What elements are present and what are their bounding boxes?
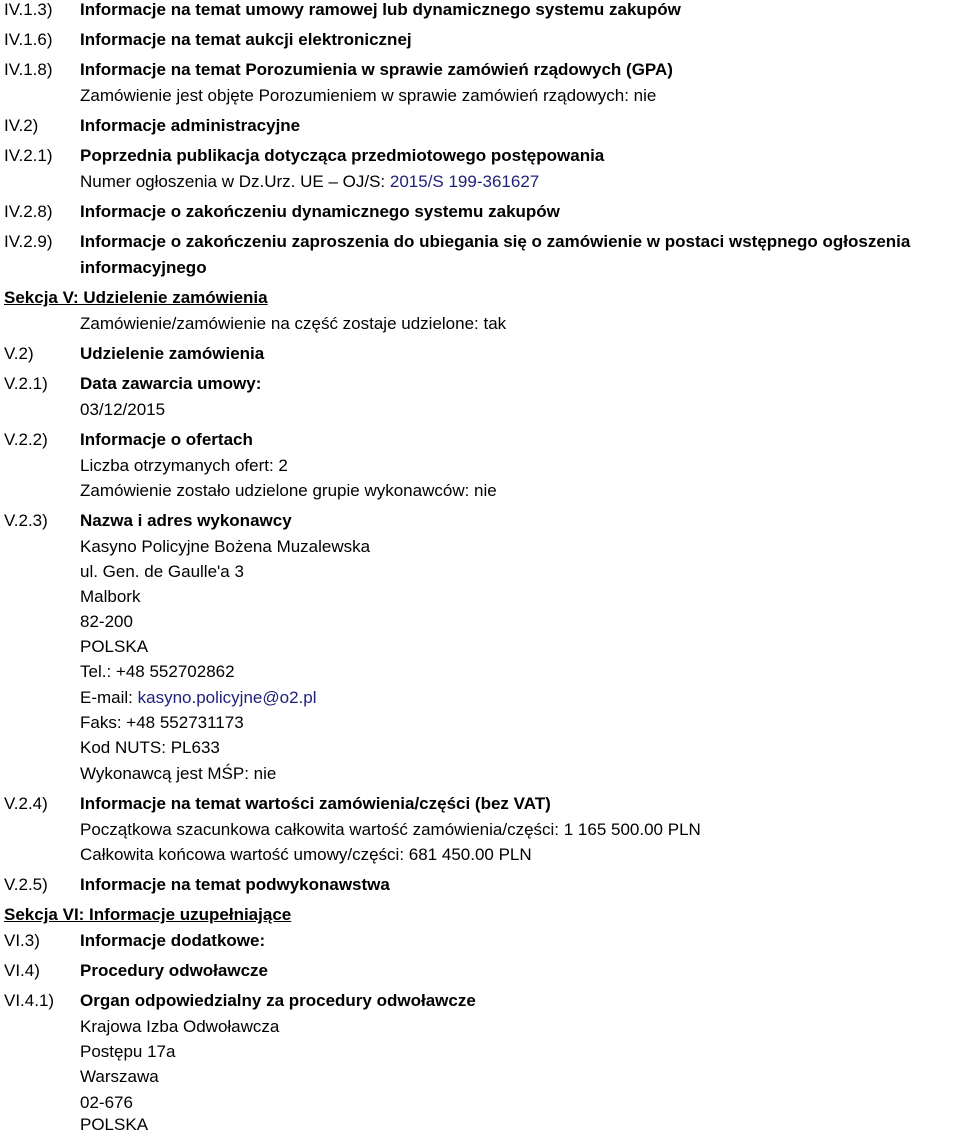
- contractor-nuts: Kod NUTS: PL633: [80, 738, 220, 757]
- contractor-email-line: [80, 688, 316, 710]
- contractor-country: POLSKA: [80, 637, 149, 656]
- item-number: V.2.2): [4, 430, 48, 449]
- contractor-name: Kasyno Policyjne Bożena Muzalewska: [80, 537, 371, 556]
- email-link[interactable]: kasyno.policyjne@o2.pl: [137, 688, 317, 707]
- item-vi-4-1: [4, 991, 960, 1013]
- item-heading: Informacje o ofertach: [80, 430, 253, 449]
- review-body-country: POLSKA: [80, 1115, 149, 1134]
- item-v-2-2: [4, 430, 960, 452]
- item-heading: Nazwa i adres wykonawcy: [80, 511, 292, 530]
- item-number: V.2.1): [4, 374, 48, 393]
- contractor-city: Malbork: [80, 587, 141, 606]
- item-number: V.2.5): [4, 875, 48, 894]
- item-v-2-4: [4, 794, 960, 816]
- item-number: IV.1.6): [4, 30, 53, 49]
- contractor-fax: Faks: +48 552731173: [80, 713, 244, 732]
- item-vi-3: [4, 931, 960, 953]
- contractor-tel: Tel.: +48 552702862: [80, 662, 235, 681]
- item-iv-2-8: [4, 202, 960, 224]
- item-heading: Poprzednia publikacja dotycząca przedmiotowego postępowania: [80, 146, 605, 165]
- item-number: IV.2.1): [4, 146, 53, 165]
- contractor-sme: Wykonawcą jest MŚP: nie: [80, 764, 277, 783]
- item-number: IV.2.9): [4, 232, 53, 251]
- item-number: V.2.4): [4, 794, 48, 813]
- award-intro: Zamówienie/zamówienie na część zostaje udzielone: tak: [80, 314, 507, 333]
- item-iv-2: [4, 116, 960, 138]
- item-iv-2-1: [4, 146, 960, 168]
- gpa-text: Zamówienie jest objęte Porozumieniem w sprawie zamówień rządowych: nie: [80, 86, 657, 105]
- item-number: IV.1.3): [4, 0, 53, 19]
- item-heading: Informacje na temat wartości zamówienia/części (bez VAT): [80, 794, 551, 813]
- item-heading: Udzielenie zamówienia: [80, 344, 265, 363]
- publication-label: Numer ogłoszenia w Dz.Urz. UE – OJ/S:: [80, 172, 390, 191]
- section-vi-title: Sekcja VI: Informacje uzupełniające: [4, 905, 292, 924]
- item-iv-1-6: [4, 30, 960, 52]
- item-number: VI.3): [4, 931, 40, 950]
- item-heading: Data zawarcia umowy:: [80, 374, 262, 393]
- item-number: VI.4.1): [4, 991, 55, 1010]
- item-heading: Informacje dodatkowe:: [80, 931, 266, 950]
- review-body-city: Warszawa: [80, 1067, 159, 1086]
- review-body-name: Krajowa Izba Odwoławcza: [80, 1017, 280, 1036]
- item-vi-4: [4, 961, 960, 983]
- item-iv-1-8: [4, 60, 960, 82]
- item-heading: Informacje administracyjne: [80, 116, 301, 135]
- section-v-title: Sekcja V: Udzielenie zamówienia: [4, 288, 268, 307]
- item-iv-1-3: [4, 0, 960, 22]
- item-number: IV.2): [4, 116, 39, 135]
- item-v-2: [4, 344, 960, 366]
- item-heading: Informacje o zakończeniu zaproszenia do ubiegania się o zamówienie w postaci wstępnego ogłoszenia: [80, 232, 911, 251]
- item-heading: Informacje na temat umowy ramowej lub dynamicznego systemu zakupów: [80, 0, 681, 19]
- item-number: V.2): [4, 344, 34, 363]
- item-heading: Procedury odwoławcze: [80, 961, 268, 980]
- contractor-street: ul. Gen. de Gaulle'a 3: [80, 562, 244, 581]
- item-iv-2-9: [4, 232, 960, 254]
- item-v-2-1: [4, 374, 960, 396]
- item-number: IV.1.8): [4, 60, 53, 79]
- item-heading: Informacje o zakończeniu dynamicznego systemu zakupów: [80, 202, 560, 221]
- item-heading: Informacje na temat podwykonawstwa: [80, 875, 390, 894]
- publication-link[interactable]: 2015/S 199-361627: [389, 172, 540, 191]
- initial-value: Początkowa szacunkowa całkowita wartość zamówienia/części: 1 165 500.00 PLN: [80, 820, 701, 839]
- email-label: E-mail:: [80, 688, 138, 707]
- final-value: Całkowita końcowa wartość umowy/części: 681 450.00 PLN: [80, 845, 532, 864]
- item-v-2-3: [4, 511, 960, 533]
- item-number: IV.2.8): [4, 202, 53, 221]
- offers-count: Liczba otrzymanych ofert: 2: [80, 456, 288, 475]
- item-heading: Informacje na temat Porozumienia w sprawie zamówień rządowych (GPA): [80, 60, 673, 79]
- group-award: Zamówienie zostało udzielone grupie wykonawców: nie: [80, 481, 497, 500]
- item-heading-continued: informacyjnego: [80, 258, 207, 277]
- contract-date: 03/12/2015: [80, 400, 166, 419]
- item-heading: Organ odpowiedzialny za procedury odwoławcze: [80, 991, 476, 1010]
- previous-publication-text: [80, 172, 539, 194]
- item-number: V.2.3): [4, 511, 48, 530]
- item-v-2-5: [4, 875, 960, 897]
- item-number: VI.4): [4, 961, 40, 980]
- contractor-postal: 82-200: [80, 612, 133, 631]
- review-body-postal: 02-676: [80, 1093, 133, 1112]
- review-body-street: Postępu 17a: [80, 1042, 176, 1061]
- item-heading: Informacje na temat aukcji elektronicznej: [80, 30, 412, 49]
